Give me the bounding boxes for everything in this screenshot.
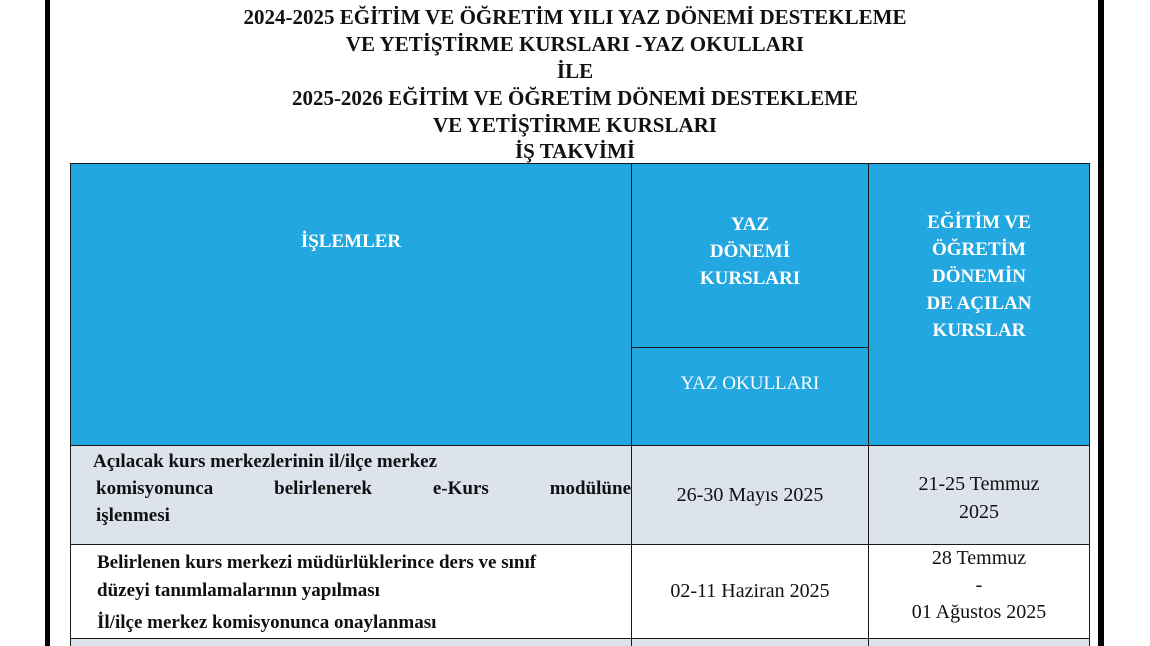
row-1-yaz-donemi bbox=[631, 445, 869, 545]
header-egitim-donemi-line-3: DÖNEMİN bbox=[932, 266, 1026, 287]
title-line-4: 2025-2026 EĞİTİM VE ÖĞRETİM DÖNEMİ DESTEKLEME bbox=[291, 86, 859, 110]
row-3-operation bbox=[70, 638, 632, 646]
title-line-1: 2024-2025 EĞİTİM VE ÖĞRETİM YILI YAZ DÖNEMİ DESTEKLEME bbox=[243, 5, 907, 29]
header-islemler bbox=[70, 163, 632, 446]
header-yaz-donemi bbox=[631, 163, 869, 348]
row-1-egitim-donemi-line-2: 2025 bbox=[959, 501, 999, 523]
title-line-2: VE YETİŞTİRME KURSLARI -YAZ OKULLARI bbox=[345, 32, 805, 56]
row-1-operation-line-1: Açılacak kurs merkezlerinin il/ilçe merkez bbox=[93, 451, 438, 472]
page-border-left bbox=[45, 0, 50, 646]
row-2-yaz-donemi-value: 02-11 Haziran 2025 bbox=[670, 580, 830, 602]
header-yaz-donemi-line-2: DÖNEMİ bbox=[709, 241, 791, 262]
header-islemler-label: İŞLEMLER bbox=[300, 231, 402, 252]
row-2-egitim-donemi-line-3: 01 Ağustos 2025 bbox=[911, 601, 1047, 623]
row-3-yaz-donemi bbox=[631, 638, 869, 646]
row-1-yaz-donemi-value: 26-30 Mayıs 2025 bbox=[676, 483, 824, 506]
header-egitim-donemi-line-1: EĞİTİM VE bbox=[927, 212, 1031, 233]
header-yaz-donemi-line-3: KURSLARI bbox=[699, 268, 801, 289]
row-1-operation-line-2: komisyonunca belirlenerek e-Kurs modülüne bbox=[96, 478, 631, 499]
row-2-operation-line-2: düzeyi tanımlamalarının yapılması bbox=[97, 580, 380, 601]
header-egitim-donemi-line-4: DE AÇILAN bbox=[926, 293, 1032, 314]
row-2-egitim-donemi-line-1: 28 Temmuz bbox=[931, 547, 1027, 569]
title-line-3: İLE bbox=[556, 59, 594, 83]
header-egitim-donemi-line-5: KURSLAR bbox=[932, 320, 1026, 341]
row-2-egitim-donemi-line-2: - bbox=[975, 574, 983, 596]
row-1-egitim-donemi-line-1: 21-25 Temmuz bbox=[918, 473, 1040, 495]
row-3-egitim-donemi bbox=[868, 638, 1090, 646]
row-1-operation-line-3: işlenmesi bbox=[96, 505, 170, 526]
row-1-egitim-donemi bbox=[868, 445, 1090, 545]
row-1-operation bbox=[70, 445, 632, 545]
header-yaz-okullari bbox=[631, 347, 869, 446]
row-2-operation bbox=[70, 544, 632, 639]
row-2-operation-line-1: Belirlenen kurs merkezi müdürlüklerince ders ve sınıf bbox=[97, 552, 537, 573]
title-line-5: VE YETİŞTİRME KURSLARI bbox=[433, 113, 717, 137]
header-egitim-donemi-line-2: ÖĞRETİM bbox=[932, 239, 1026, 260]
page-border-right bbox=[1098, 0, 1104, 646]
header-yaz-donemi-line-1: YAZ bbox=[730, 214, 770, 235]
row-2-yaz-donemi bbox=[631, 544, 869, 639]
row-2-egitim-donemi bbox=[868, 544, 1090, 639]
header-egitim-donemi bbox=[868, 163, 1090, 446]
row-2-operation-line-3: İl/ilçe merkez komisyonunca onaylanması bbox=[97, 612, 437, 633]
header-yaz-okullari-label: YAZ OKULLARI bbox=[680, 373, 820, 394]
title-line-6: İŞ TAKVİMİ bbox=[514, 139, 635, 163]
schedule-table bbox=[70, 163, 1090, 646]
